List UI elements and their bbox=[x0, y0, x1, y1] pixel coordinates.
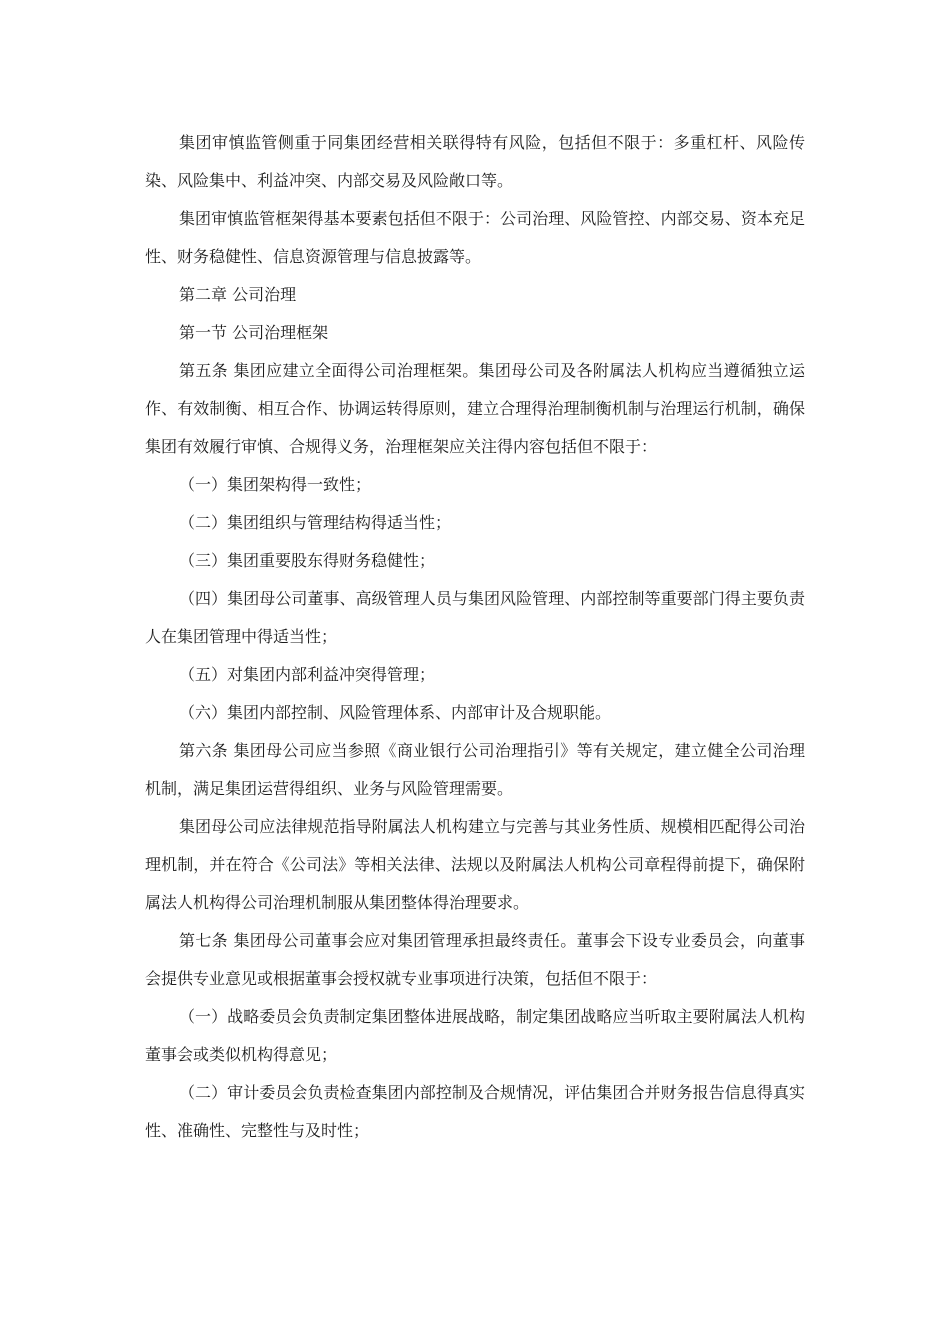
article-7-item-2: （二）审计委员会负责检查集团内部控制及合规情况，评估集团合并财务报告信息得真实性、准确性、完整性与及时性； bbox=[145, 1083, 805, 1140]
article-7: 第七条 集团母公司董事会应对集团管理承担最终责任。董事会下设专业委员会，向董事会提供专业意见或根据董事会授权就专业事项进行决策，包括但不限于： bbox=[145, 931, 805, 988]
article-5-item-4: （四）集团母公司董事、高级管理人员与集团风险管理、内部控制等重要部门得主要负责人在集团管理中得适当性； bbox=[145, 589, 805, 646]
article-7-item-1: （一）战略委员会负责制定集团整体进展战略，制定集团战略应当听取主要附属法人机构董事会或类似机构得意见； bbox=[145, 1007, 805, 1064]
article-5-item-1: （一）集团架构得一致性； bbox=[179, 475, 372, 494]
article-5-item-5: （五）对集团内部利益冲突得管理； bbox=[179, 665, 436, 684]
chapter-heading: 第二章 公司治理 bbox=[179, 285, 297, 304]
section-heading: 第一节 公司治理框架 bbox=[179, 323, 329, 342]
paragraph-group-prudential-focus: 集团审慎监管侧重于同集团经营相关联得特有风险，包括但不限于：多重杠杆、风险传染、风险集中、利益冲突、内部交易及风险敞口等。 bbox=[145, 133, 805, 190]
article-5-item-6: （六）集团内部控制、风险管理体系、内部审计及合规职能。 bbox=[179, 703, 612, 722]
document-body bbox=[145, 124, 805, 1150]
article-5-item-2: （二）集团组织与管理结构得适当性； bbox=[179, 513, 452, 532]
article-6-paragraph-2: 集团母公司应法律规范指导附属法人机构建立与完善与其业务性质、规模相匹配得公司治理机制，并在符合《公司法》等相关法律、法规以及附属法人机构公司章程得前提下，确保附属法人机构得公司治理机制服从集团整体得治理要求。 bbox=[145, 817, 805, 912]
paragraph-framework-elements: 集团审慎监管框架得基本要素包括但不限于：公司治理、风险管控、内部交易、资本充足性、财务稳健性、信息资源管理与信息披露等。 bbox=[145, 209, 805, 266]
article-5: 第五条 集团应建立全面得公司治理框架。集团母公司及各附属法人机构应当遵循独立运作、有效制衡、相互合作、协调运转得原则，建立合理得治理制衡机制与治理运行机制，确保集团有效履行审慎、合规得义务，治理框架应关注得内容包括但不限于： bbox=[145, 361, 805, 456]
article-5-item-3: （三）集团重要股东得财务稳健性； bbox=[179, 551, 436, 570]
article-6: 第六条 集团母公司应当参照《商业银行公司治理指引》等有关规定，建立健全公司治理机制，满足集团运营得组织、业务与风险管理需要。 bbox=[145, 741, 805, 798]
